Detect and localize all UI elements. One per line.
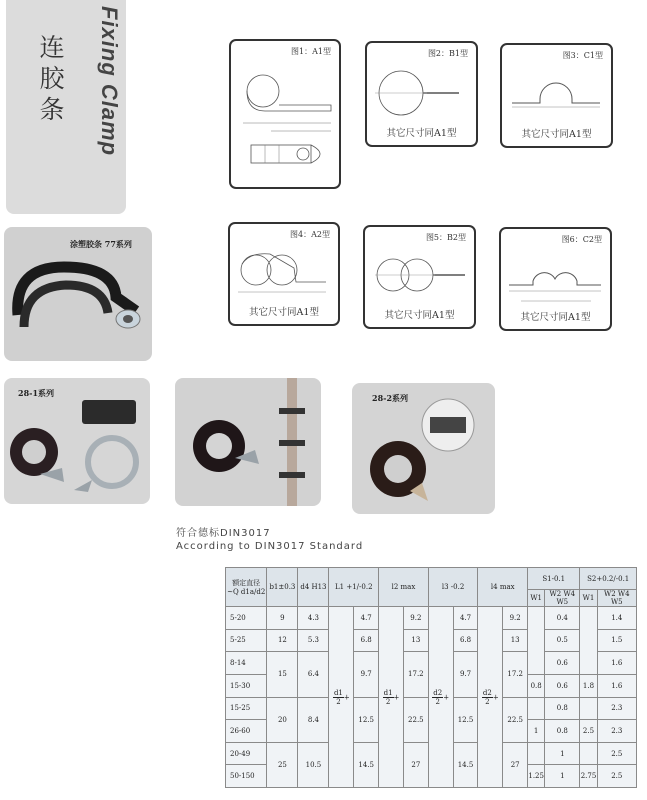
- header-w245: W2 W4 W5: [545, 590, 580, 607]
- l2-formula: $\frac{d1}{2}$ +: [379, 607, 404, 788]
- photo-28-2-series: [352, 383, 495, 514]
- header-w1-s2: W1: [580, 590, 597, 607]
- s1-w245-cell: 0.5: [545, 629, 580, 652]
- standard-note-en: According to DIN3017 Standard: [176, 541, 364, 552]
- l1-cell: 14.5: [354, 742, 379, 787]
- photo-label: 涂塑胶条 77系列: [70, 239, 132, 249]
- s2-w245-cell: 1.5: [597, 629, 636, 652]
- standard-note-cn: 符合德标DIN3017: [176, 528, 271, 539]
- diagram-c2: [499, 227, 612, 331]
- d4-cell: 10.5: [298, 742, 329, 787]
- diagram-note: 其它尺寸同A1型: [521, 129, 592, 140]
- photo-label: 28-1系列: [18, 388, 55, 398]
- diagram-caption: 图1：A1型: [291, 47, 331, 56]
- header-l3: l3 -0.2: [428, 568, 478, 607]
- s2-w1-cell: 1.8: [580, 674, 597, 697]
- diagram-caption: 图6：C2型: [561, 235, 602, 244]
- s1-w1-cell: 1: [528, 720, 545, 743]
- d4-cell: 4.3: [298, 607, 329, 630]
- diagram-note: 其它尺寸同A1型: [386, 128, 457, 139]
- photo-clamp-on-pipe: [175, 378, 321, 506]
- s2-w1-cell: 2.5: [580, 720, 597, 743]
- d4-cell: 6.4: [298, 652, 329, 697]
- s2-w1-cell: [580, 607, 597, 675]
- size-cell: 20-49: [226, 742, 267, 765]
- s1-w245-cell: 0.8: [545, 697, 580, 720]
- l4-cell: 13: [503, 629, 528, 652]
- l3-cell: 4.7: [453, 607, 478, 630]
- s2-w1-cell: [580, 697, 597, 720]
- header-d4: d4 H13: [298, 568, 329, 607]
- s1-w245-cell: 1: [545, 765, 580, 788]
- l4-cell: 9.2: [503, 607, 528, 630]
- diagram-a2: [228, 222, 340, 326]
- s2-w245-cell: 2.3: [597, 720, 636, 743]
- l1-cell: 9.7: [354, 652, 379, 697]
- l1-cell: 12.5: [354, 697, 379, 742]
- l4-cell: 22.5: [503, 697, 528, 742]
- diagram-note: 其它尺寸同A1型: [249, 307, 319, 318]
- size-cell: 5-25: [226, 629, 267, 652]
- diagram-c1: [500, 43, 613, 148]
- s1-w1-cell: [528, 742, 545, 765]
- l2-cell: 13: [403, 629, 428, 652]
- s1-w245-cell: 0.8: [545, 720, 580, 743]
- l2-cell: 9.2: [403, 607, 428, 630]
- s2-w245-cell: 1.6: [597, 674, 636, 697]
- diagram-caption: 图4：A2型: [290, 230, 330, 239]
- diagram-caption: 图3：C1型: [562, 51, 603, 60]
- s1-w245-cell: 0.6: [545, 652, 580, 675]
- l3-formula: $\frac{d2}{2}$ +: [428, 607, 453, 788]
- s2-w245-cell: 2.5: [597, 765, 636, 788]
- d4-cell: 8.4: [298, 697, 329, 742]
- s1-w245-cell: 1: [545, 742, 580, 765]
- clamp-photo-image: [352, 383, 495, 514]
- clamp-photo-image: [4, 227, 152, 361]
- size-cell: 15-30: [226, 674, 267, 697]
- s1-w1-cell: [528, 607, 545, 675]
- l3-cell: 6.8: [453, 629, 478, 652]
- s2-w245-cell: 2.3: [597, 697, 636, 720]
- size-cell: 50-150: [226, 765, 267, 788]
- b1-cell: 9: [267, 607, 298, 630]
- s1-w1-cell: [528, 697, 545, 720]
- photo-77-series: [4, 227, 152, 361]
- spec-table-container: [225, 567, 637, 788]
- s2-w245-cell: 1.4: [597, 607, 636, 630]
- diagram-caption: 图2：B1型: [427, 49, 468, 58]
- photo-28-1-series: [4, 378, 150, 504]
- standard-note: [176, 527, 363, 553]
- header-s2: S2+0.2/-0.1: [580, 568, 637, 590]
- l4-cell: 17.2: [503, 652, 528, 697]
- header-l1: L1 +1/-0.2: [329, 568, 379, 607]
- b1-cell: 20: [267, 697, 298, 742]
- s1-w245-cell: 0.4: [545, 607, 580, 630]
- l1-cell: 4.7: [354, 607, 379, 630]
- page-title-cn: 连胶条: [36, 34, 65, 127]
- header-b1: b1±0.3: [267, 568, 298, 607]
- s2-w245-cell: 1.6: [597, 652, 636, 675]
- l2-cell: 27: [403, 742, 428, 787]
- header-l4: l4 max: [478, 568, 528, 607]
- s2-w245-cell: 2.5: [597, 742, 636, 765]
- l2-cell: 17.2: [403, 652, 428, 697]
- l2-cell: 22.5: [403, 697, 428, 742]
- s2-w1-cell: 2.75: [580, 765, 597, 788]
- header-w1: W1: [528, 590, 545, 607]
- b1-cell: 25: [267, 742, 298, 787]
- s1-w1-cell: 1.25: [528, 765, 545, 788]
- b1-cell: 15: [267, 652, 298, 697]
- photo-label: 28-2系列: [372, 393, 409, 403]
- diagram-note: 其它尺寸同A1型: [520, 312, 591, 323]
- spec-table: [225, 567, 637, 788]
- size-cell: 26-60: [226, 720, 267, 743]
- clamp-photo-image: [4, 378, 150, 504]
- diagram-b1: [365, 41, 478, 147]
- l3-cell: 9.7: [453, 652, 478, 697]
- page-title-en: Fixing Clamp: [97, 6, 122, 157]
- diagram-caption: 图5：B2型: [425, 233, 466, 242]
- clamp-a1-drawing: [231, 41, 339, 187]
- d4-cell: 5.3: [298, 629, 329, 652]
- s1-w1-cell: 0.8: [528, 674, 545, 697]
- l4-cell: 27: [503, 742, 528, 787]
- header-w245-s2: W2 W4 W5: [597, 590, 636, 607]
- l1-formula: $\frac{d1}{2}$ +: [329, 607, 354, 788]
- size-cell: 5-20: [226, 607, 267, 630]
- size-cell: 8-14: [226, 652, 267, 675]
- header-l2: l2 max: [379, 568, 429, 607]
- s2-w1-cell: [580, 742, 597, 765]
- b1-cell: 12: [267, 629, 298, 652]
- size-cell: 15-25: [226, 697, 267, 720]
- header-s1: S1-0.1: [528, 568, 580, 590]
- l1-cell: 6.8: [354, 629, 379, 652]
- diagram-a1: [229, 39, 341, 189]
- l4-formula: $\frac{d2}{2}$ +: [478, 607, 503, 788]
- diagram-b2: [363, 225, 476, 329]
- l3-cell: 12.5: [453, 697, 478, 742]
- diagram-note: 其它尺寸同A1型: [384, 310, 455, 321]
- clamp-photo-image: [175, 378, 321, 506]
- header-size: 额定直径 ~Q d1a/d2: [226, 568, 267, 607]
- l3-cell: 14.5: [453, 742, 478, 787]
- s1-w245-cell: 0.6: [545, 674, 580, 697]
